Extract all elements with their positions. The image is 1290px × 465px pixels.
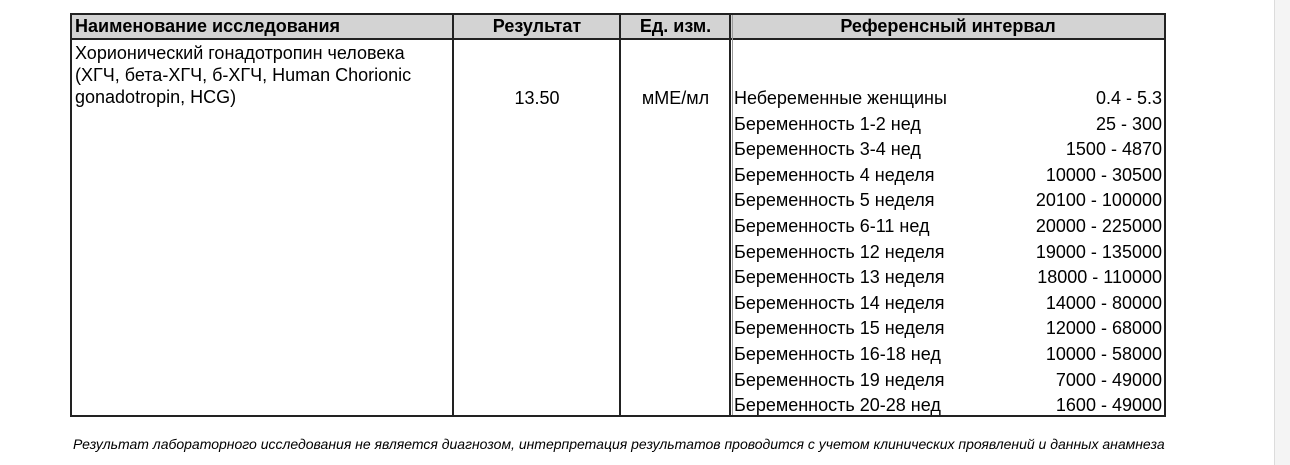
reference-label: Беременность 20-28 нед <box>734 395 941 416</box>
reference-label: Беременность 13 неделя <box>734 267 945 288</box>
column-divider <box>452 15 454 415</box>
reference-range: 18000 - 110000 <box>1037 267 1162 288</box>
reference-range: 12000 - 68000 <box>1045 318 1162 339</box>
reference-row <box>734 266 1162 292</box>
page-edge <box>1274 0 1290 465</box>
header-result: Результат <box>492 16 582 36</box>
reference-row <box>734 113 1162 139</box>
reference-row <box>734 241 1162 267</box>
reference-row <box>734 343 1162 369</box>
reference-row <box>734 317 1162 343</box>
reference-label: Беременность 1-2 нед <box>734 113 921 134</box>
reference-label: Беременность 3-4 нед <box>734 139 921 160</box>
reference-label: Беременность 12 неделя <box>734 241 945 262</box>
reference-label: Беременность 19 неделя <box>734 369 945 390</box>
reference-range: 20100 - 100000 <box>1035 190 1162 211</box>
reference-label: Беременность 15 неделя <box>734 318 945 339</box>
reference-interval-list <box>734 87 1162 420</box>
reference-row <box>734 292 1162 318</box>
reference-range: 25 - 300 <box>1095 113 1162 134</box>
reference-range: 10000 - 58000 <box>1045 343 1162 364</box>
reference-row <box>734 138 1162 164</box>
result-value: 13.50 <box>514 88 560 108</box>
reference-row <box>734 215 1162 241</box>
reference-label: Беременность 14 неделя <box>734 292 945 313</box>
header-test-name: Наименование исследования <box>75 16 341 36</box>
reference-range: 20000 - 225000 <box>1035 215 1162 236</box>
reference-row <box>734 189 1162 215</box>
column-divider <box>729 15 731 415</box>
reference-label: Беременность 4 неделя <box>734 164 935 185</box>
reference-range: 19000 - 135000 <box>1035 241 1162 262</box>
header-unit: Ед. изм. <box>639 16 712 36</box>
results-table <box>70 13 1166 417</box>
reference-label: Небеременные женщины <box>734 88 947 108</box>
reference-range: 1500 - 4870 <box>1065 139 1162 160</box>
header-reference: Референсный интервал <box>840 16 1056 36</box>
reference-label: Беременность 16-18 нед <box>734 343 941 364</box>
reference-range: 1600 - 49000 <box>1055 395 1162 416</box>
reference-range: 14000 - 80000 <box>1045 292 1162 313</box>
reference-row <box>734 87 1162 113</box>
column-divider <box>619 15 621 415</box>
reference-row <box>734 369 1162 395</box>
reference-label: Беременность 5 неделя <box>734 190 935 211</box>
reference-label: Беременность 6-11 нед <box>734 215 930 236</box>
column-divider <box>732 15 733 415</box>
reference-range: 0.4 - 5.3 <box>1095 88 1162 108</box>
table-header-row <box>72 15 1164 40</box>
unit-value: мМЕ/мл <box>641 88 710 108</box>
reference-row <box>734 164 1162 190</box>
disclaimer-note: Результат лабораторного исследования не является диагнозом, интерпретация результатов проводится с учетом клинических проявлений и данных анамнеза <box>73 436 1165 452</box>
test-name: Хорионический гонадотропин человека (ХГЧ, бета-ХГЧ, б-ХГЧ, Human Chorionic gonadotropin, HCG) <box>75 43 412 107</box>
reference-range: 7000 - 49000 <box>1055 369 1162 390</box>
reference-row <box>734 394 1162 420</box>
reference-range: 10000 - 30500 <box>1045 164 1162 185</box>
